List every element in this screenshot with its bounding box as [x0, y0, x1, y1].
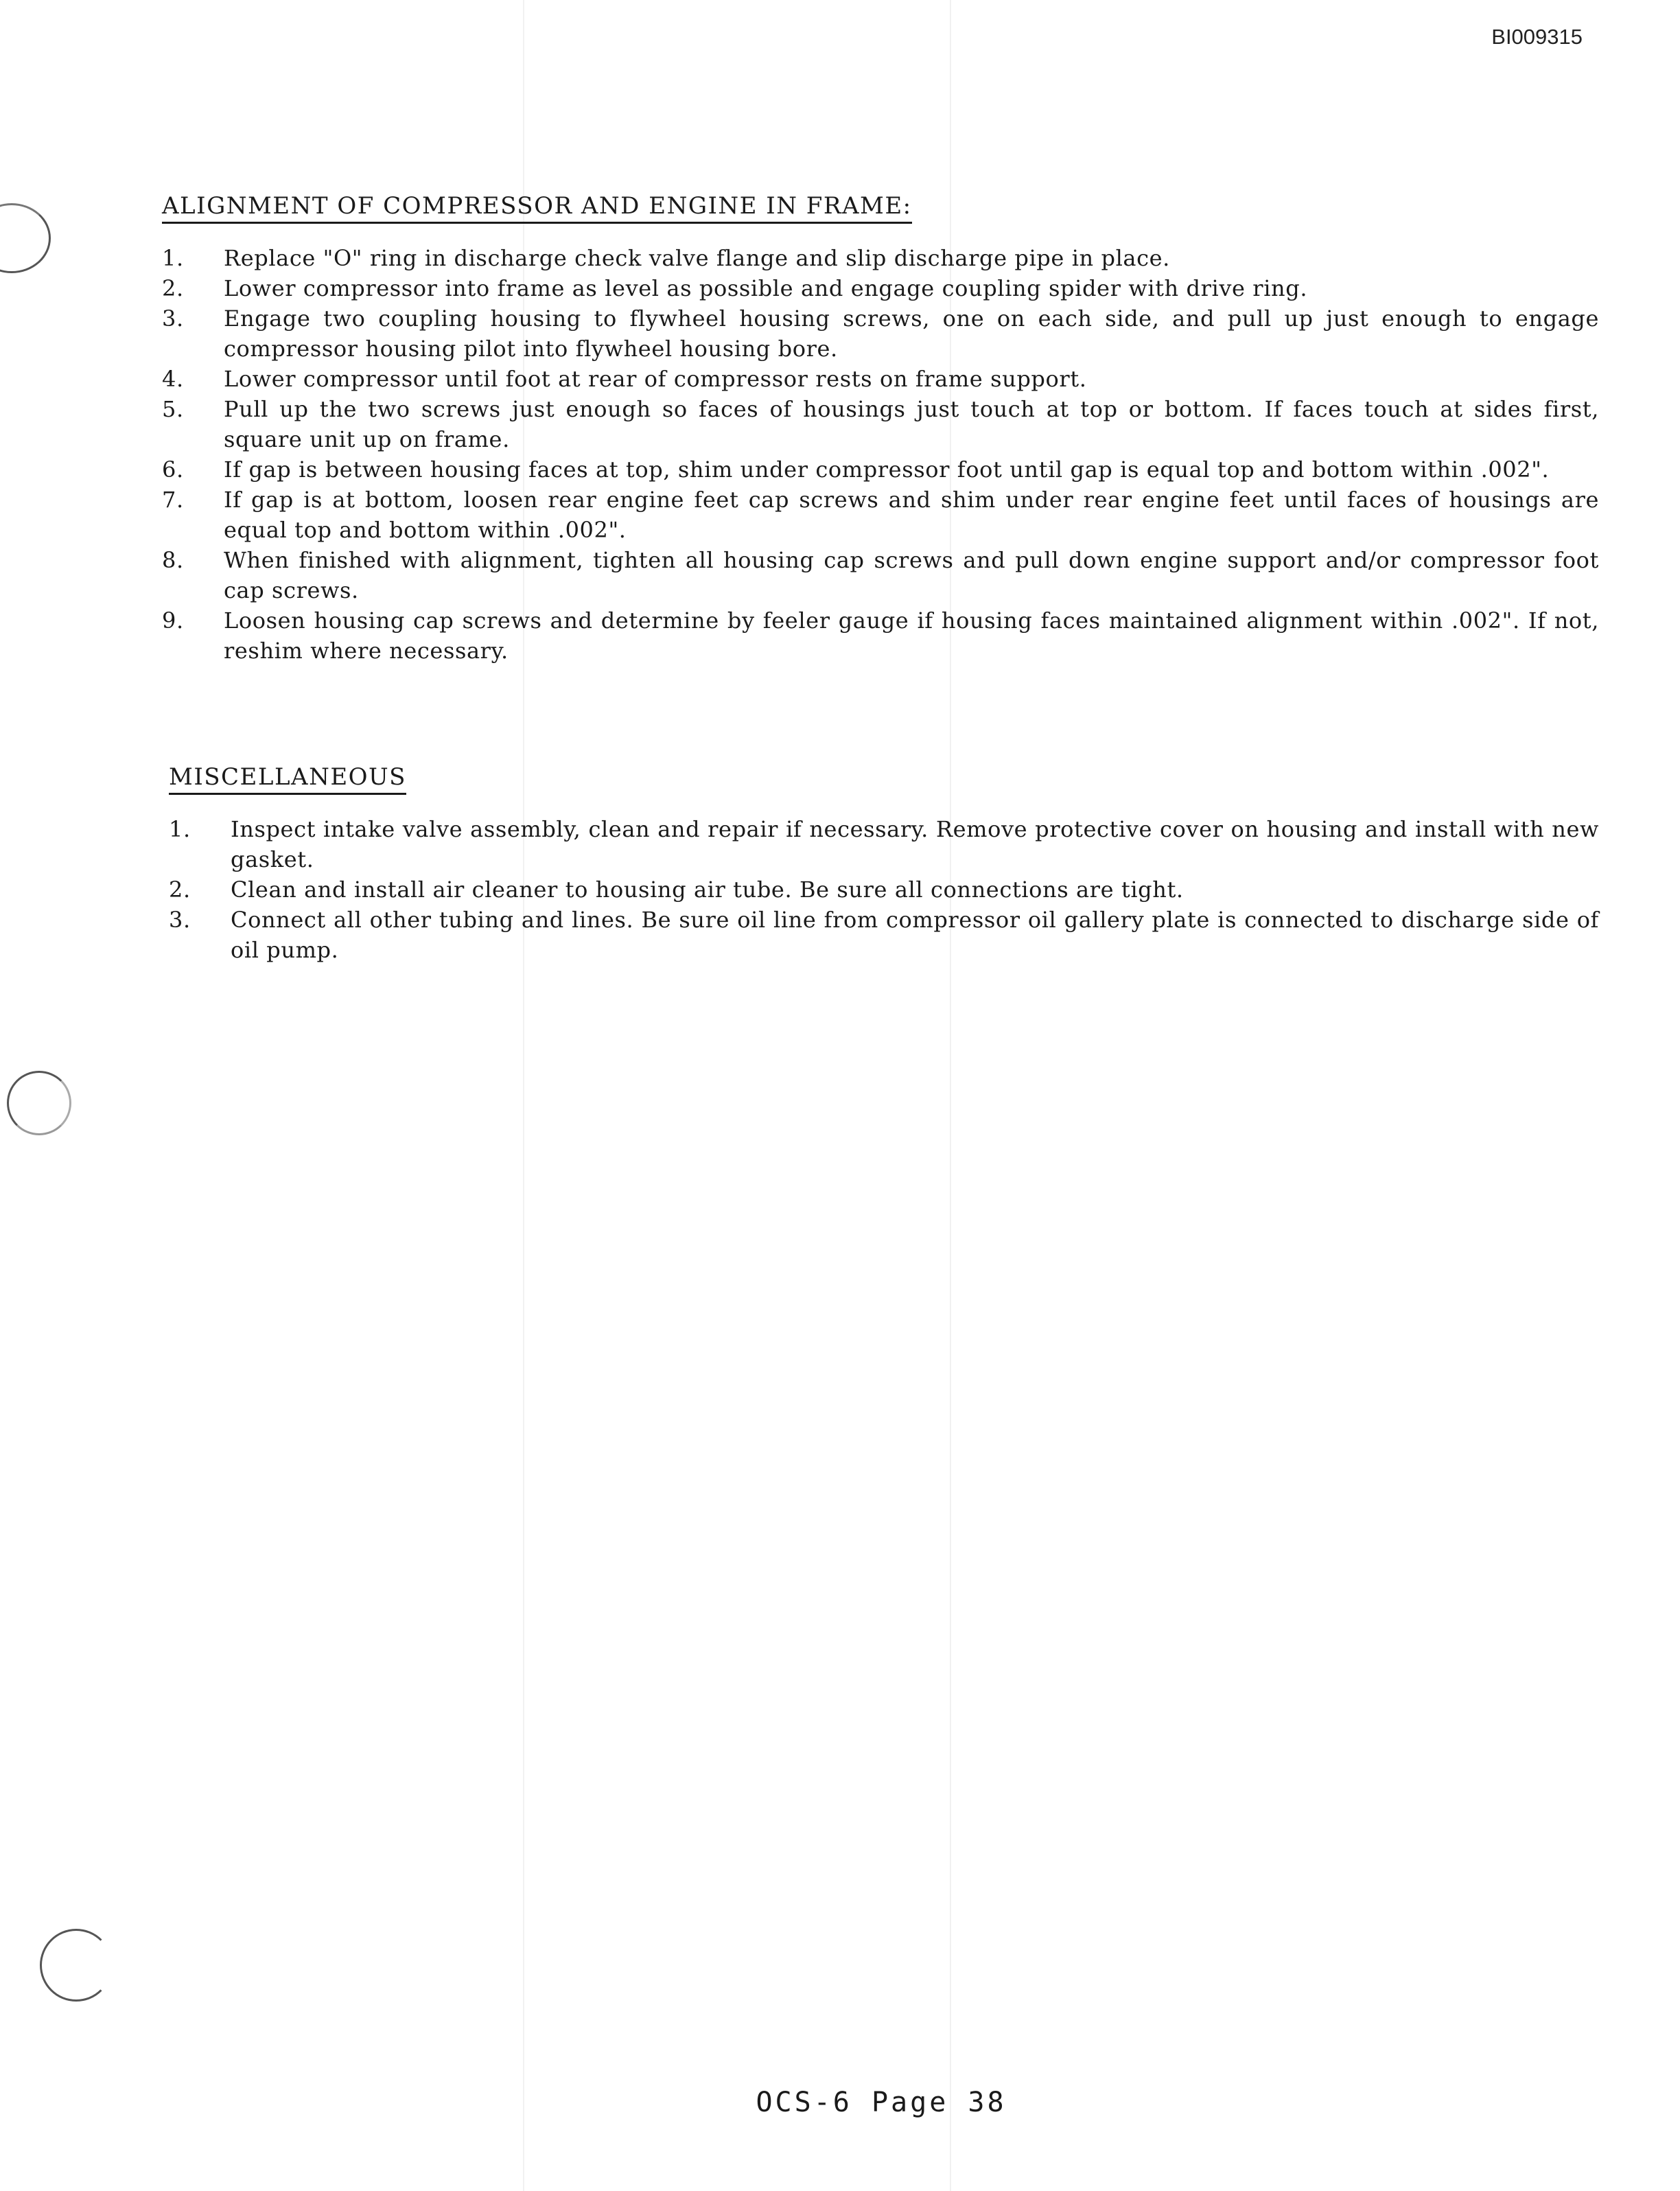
- item-number: 1.: [162, 245, 184, 271]
- item-number: 3.: [169, 907, 191, 933]
- list-item: [169, 905, 1599, 965]
- alignment-steps: [162, 243, 1599, 666]
- page-footer: OCS-6 Page 38: [756, 2087, 1007, 2118]
- item-number: 9.: [162, 607, 184, 634]
- item-number: 3.: [162, 305, 184, 332]
- miscellaneous-steps: [169, 814, 1599, 965]
- item-number: 2.: [162, 275, 184, 301]
- item-number: 8.: [162, 547, 184, 573]
- list-item: [169, 814, 1599, 874]
- list-item: [162, 243, 1599, 273]
- list-item: [162, 303, 1599, 364]
- list-item: [162, 454, 1599, 485]
- item-text: Connect all other tubing and lines. Be sure oil line from compressor oil gallery plate is connected to discharge side of oil pump.: [231, 907, 1599, 963]
- punch-hole-top: [0, 203, 51, 273]
- item-text: Loosen housing cap screws and determine by feeler gauge if housing faces maintained alignment within .002". If not, reshim where necessary.: [224, 607, 1599, 664]
- list-item: [162, 364, 1599, 394]
- item-text: If gap is at bottom, loosen rear engine feet cap screws and shim under rear engine feet until faces of housings are equal top and bottom within .002".: [224, 487, 1599, 543]
- list-item: [162, 394, 1599, 454]
- list-item: [162, 545, 1599, 605]
- item-number: 7.: [162, 487, 184, 513]
- item-text: When finished with alignment, tighten all housing cap screws and pull down engine support and/or compressor foot cap screws.: [224, 547, 1599, 603]
- punch-hole-middle: [7, 1071, 71, 1135]
- item-text: Lower compressor into frame as level as possible and engage coupling spider with drive ring.: [224, 275, 1308, 301]
- document-id: BI009315: [1491, 25, 1583, 49]
- miscellaneous-section: [169, 763, 1599, 965]
- list-item: [169, 874, 1599, 905]
- item-number: 5.: [162, 396, 184, 422]
- item-number: 6.: [162, 456, 184, 483]
- item-number: 2.: [169, 877, 191, 903]
- item-number: 1.: [169, 816, 191, 842]
- miscellaneous-heading: MISCELLANEOUS: [169, 763, 406, 795]
- item-text: Pull up the two screws just enough so faces of housings just touch at top or bottom. If faces touch at sides first, square unit up on frame.: [224, 396, 1599, 452]
- item-text: Inspect intake valve assembly, clean and repair if necessary. Remove protective cover on housing and install with new gasket.: [231, 816, 1599, 872]
- item-text: Clean and install air cleaner to housing air tube. Be sure all connections are tight.: [231, 877, 1184, 903]
- item-text: If gap is between housing faces at top, shim under compressor foot until gap is equal top and bottom within .002".: [224, 456, 1550, 483]
- item-number: 4.: [162, 366, 184, 392]
- item-text: Engage two coupling housing to flywheel housing screws, one on each side, and pull up just enough to engage compressor housing pilot into flywheel housing bore.: [224, 305, 1599, 362]
- item-text: Replace "O" ring in discharge check valve flange and slip discharge pipe in place.: [224, 245, 1170, 271]
- list-item: [162, 273, 1599, 303]
- alignment-section: [162, 192, 1599, 666]
- punch-hole-bottom: [40, 1929, 113, 2002]
- list-item: [162, 485, 1599, 545]
- item-text: Lower compressor until foot at rear of compressor rests on frame support.: [224, 366, 1087, 392]
- list-item: [162, 605, 1599, 666]
- alignment-heading: ALIGNMENT OF COMPRESSOR AND ENGINE IN FRAME:: [162, 192, 912, 224]
